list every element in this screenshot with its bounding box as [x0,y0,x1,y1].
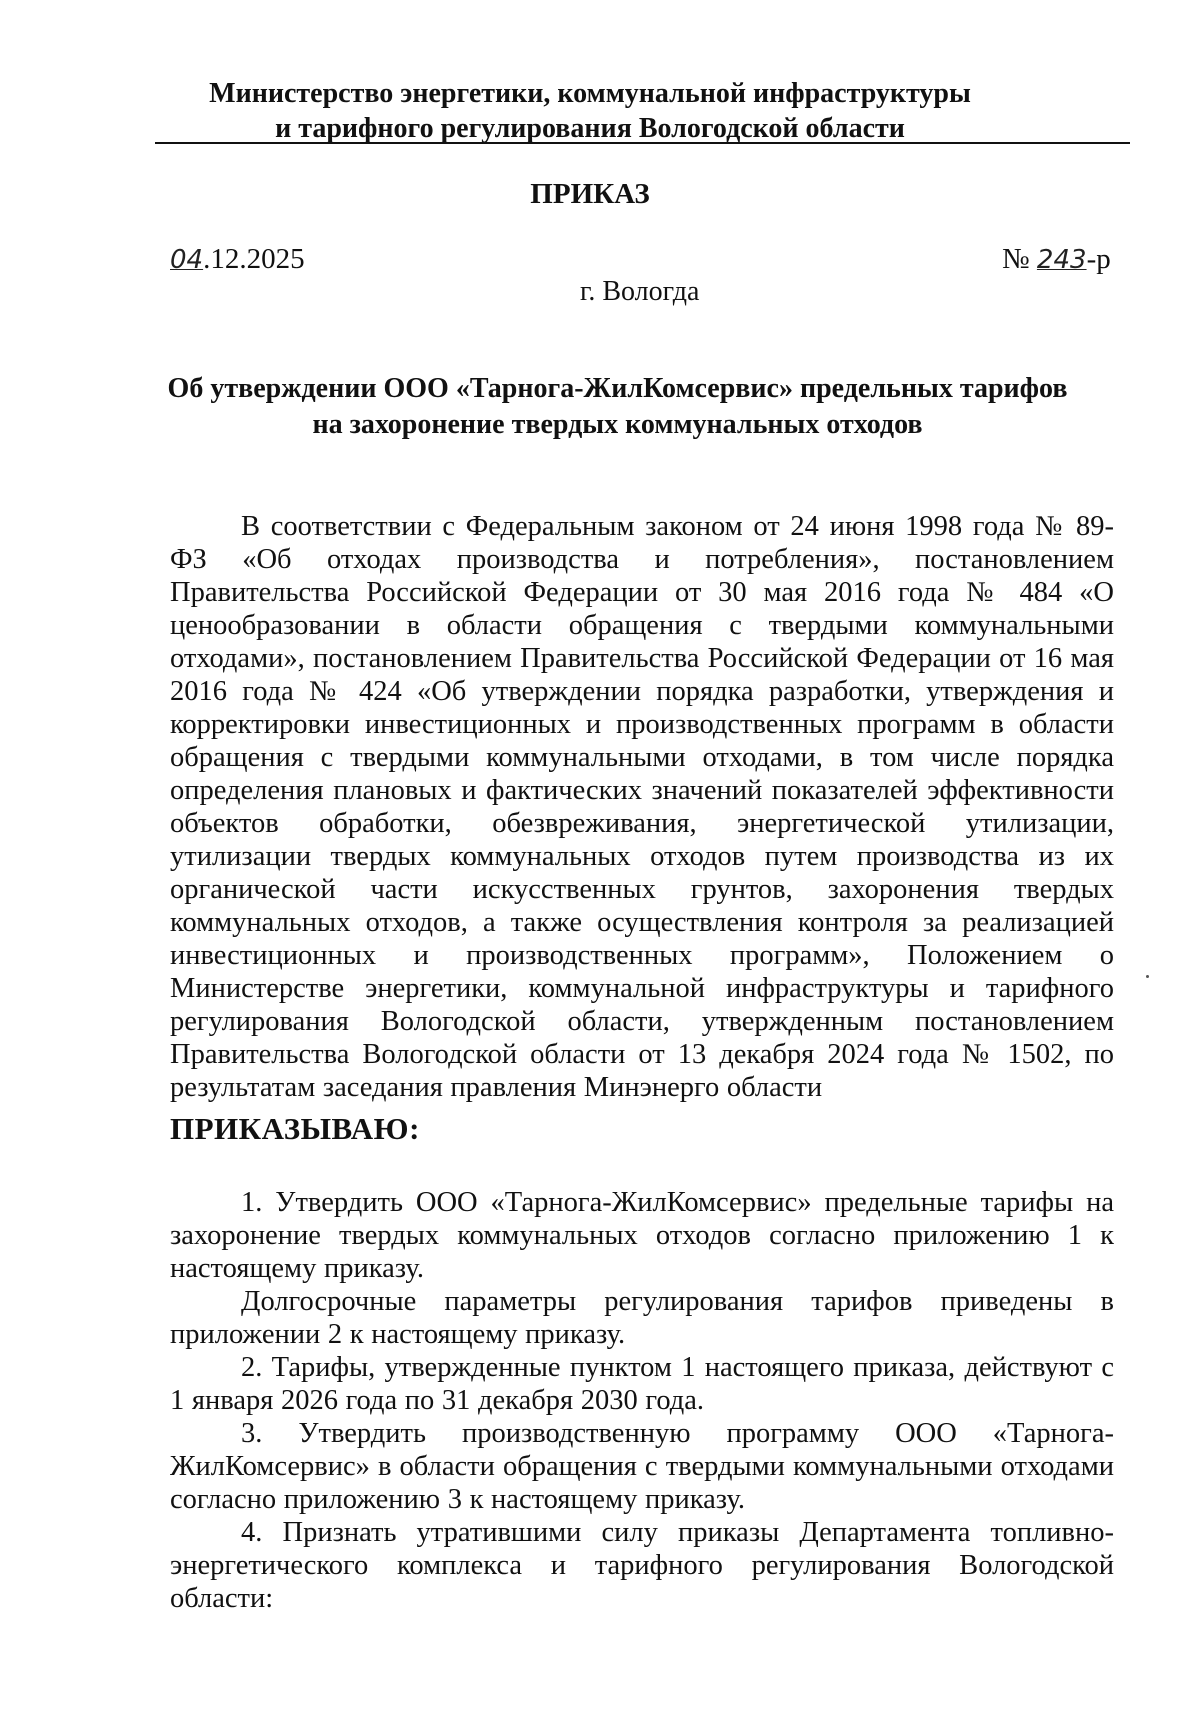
document-number [1002,243,1111,276]
document-city: г. Вологда [580,276,700,307]
document-date [170,243,305,276]
ministry-header-line2: и тарифного регулирования Вологодской области [275,113,905,144]
order-item-4: 4. Признать утратившими силу приказы Департамента топливно-энергетического комплекса и тарифного регулирования Вологодской области: [170,1517,1114,1614]
ministry-header-line1: Министерство энергетики, коммунальной инфраструктуры [209,78,971,109]
date-month-year: .12.2025 [203,243,305,275]
document-subject [150,371,1085,443]
document-type-title: ПРИКАЗ [530,178,650,210]
handwritten-date-day: 04 [170,245,204,275]
scan-speck [1146,975,1149,978]
order-item-2: 2. Тарифы, утвержденные пунктом 1 настоящего приказа, действуют с 1 января 2026 года по 31 декабря 2030 года. [170,1352,1114,1416]
number-suffix: -р [1086,243,1111,275]
order-item-3: 3. Утвердить производственную программу ООО «Тарнога-ЖилКомсервис» в области обращения с твердыми коммунальными отходами согласно приложению 3 к настоящему приказу. [170,1418,1114,1515]
ministry-header [150,76,1030,146]
preamble-paragraph: В соответствии с Федеральным законом от 24 июня 1998 года № 89-ФЗ «Об отходах производства и потребления», постановлением Правительства Российской Федерации от 30 мая 2016 года № 484 «О ценообразовании в области обращения с твердыми коммунальными отходами», постановлением Правительства Российской Федерации от 16 мая 2016 года № 424 «Об утверждении порядка разработки, утверждения и корректировки инвестиционных и производственных программ в области обращения с твердыми коммунальными отходами, в том числе порядка определения плановых и фактических значений показателей эффективности объектов обработки, обезвреживания, энергетической утилизации, утилизации твердых коммунальных отходов путем производства из их органической части искусственных грунтов, захоронения твердых коммунальных отходов, а также осуществления контроля за реализацией инвестиционных и производственных программ», Положением о Министерстве энергетики, коммунальной инфраструктуры и тарифного регулирования Вологодской области, утвержденным постановлением Правительства Вологодской области от 13 декабря 2024 года № 1502, по результатам заседания правления Минэнерго области [170,511,1114,1103]
header-divider [155,142,1130,144]
order-item-1-note: Долгосрочные параметры регулирования тарифов приведены в приложении 2 к настоящему приказу. [170,1286,1114,1350]
order-item-1: 1. Утвердить ООО «Тарнога-ЖилКомсервис» предельные тарифы на захоронение твердых коммунальных отходов согласно приложению 1 к настоящему приказу. [170,1187,1114,1284]
number-sign: № [1002,243,1030,275]
handwritten-number: 243 [1036,245,1087,275]
order-word: ПРИКАЗЫВАЮ: [170,1111,420,1146]
subject-line1: Об утверждении ООО «Тарнога-ЖилКомсервис» предельных тарифов [167,373,1068,404]
subject-line2: на захоронение твердых коммунальных отходов [312,409,923,440]
